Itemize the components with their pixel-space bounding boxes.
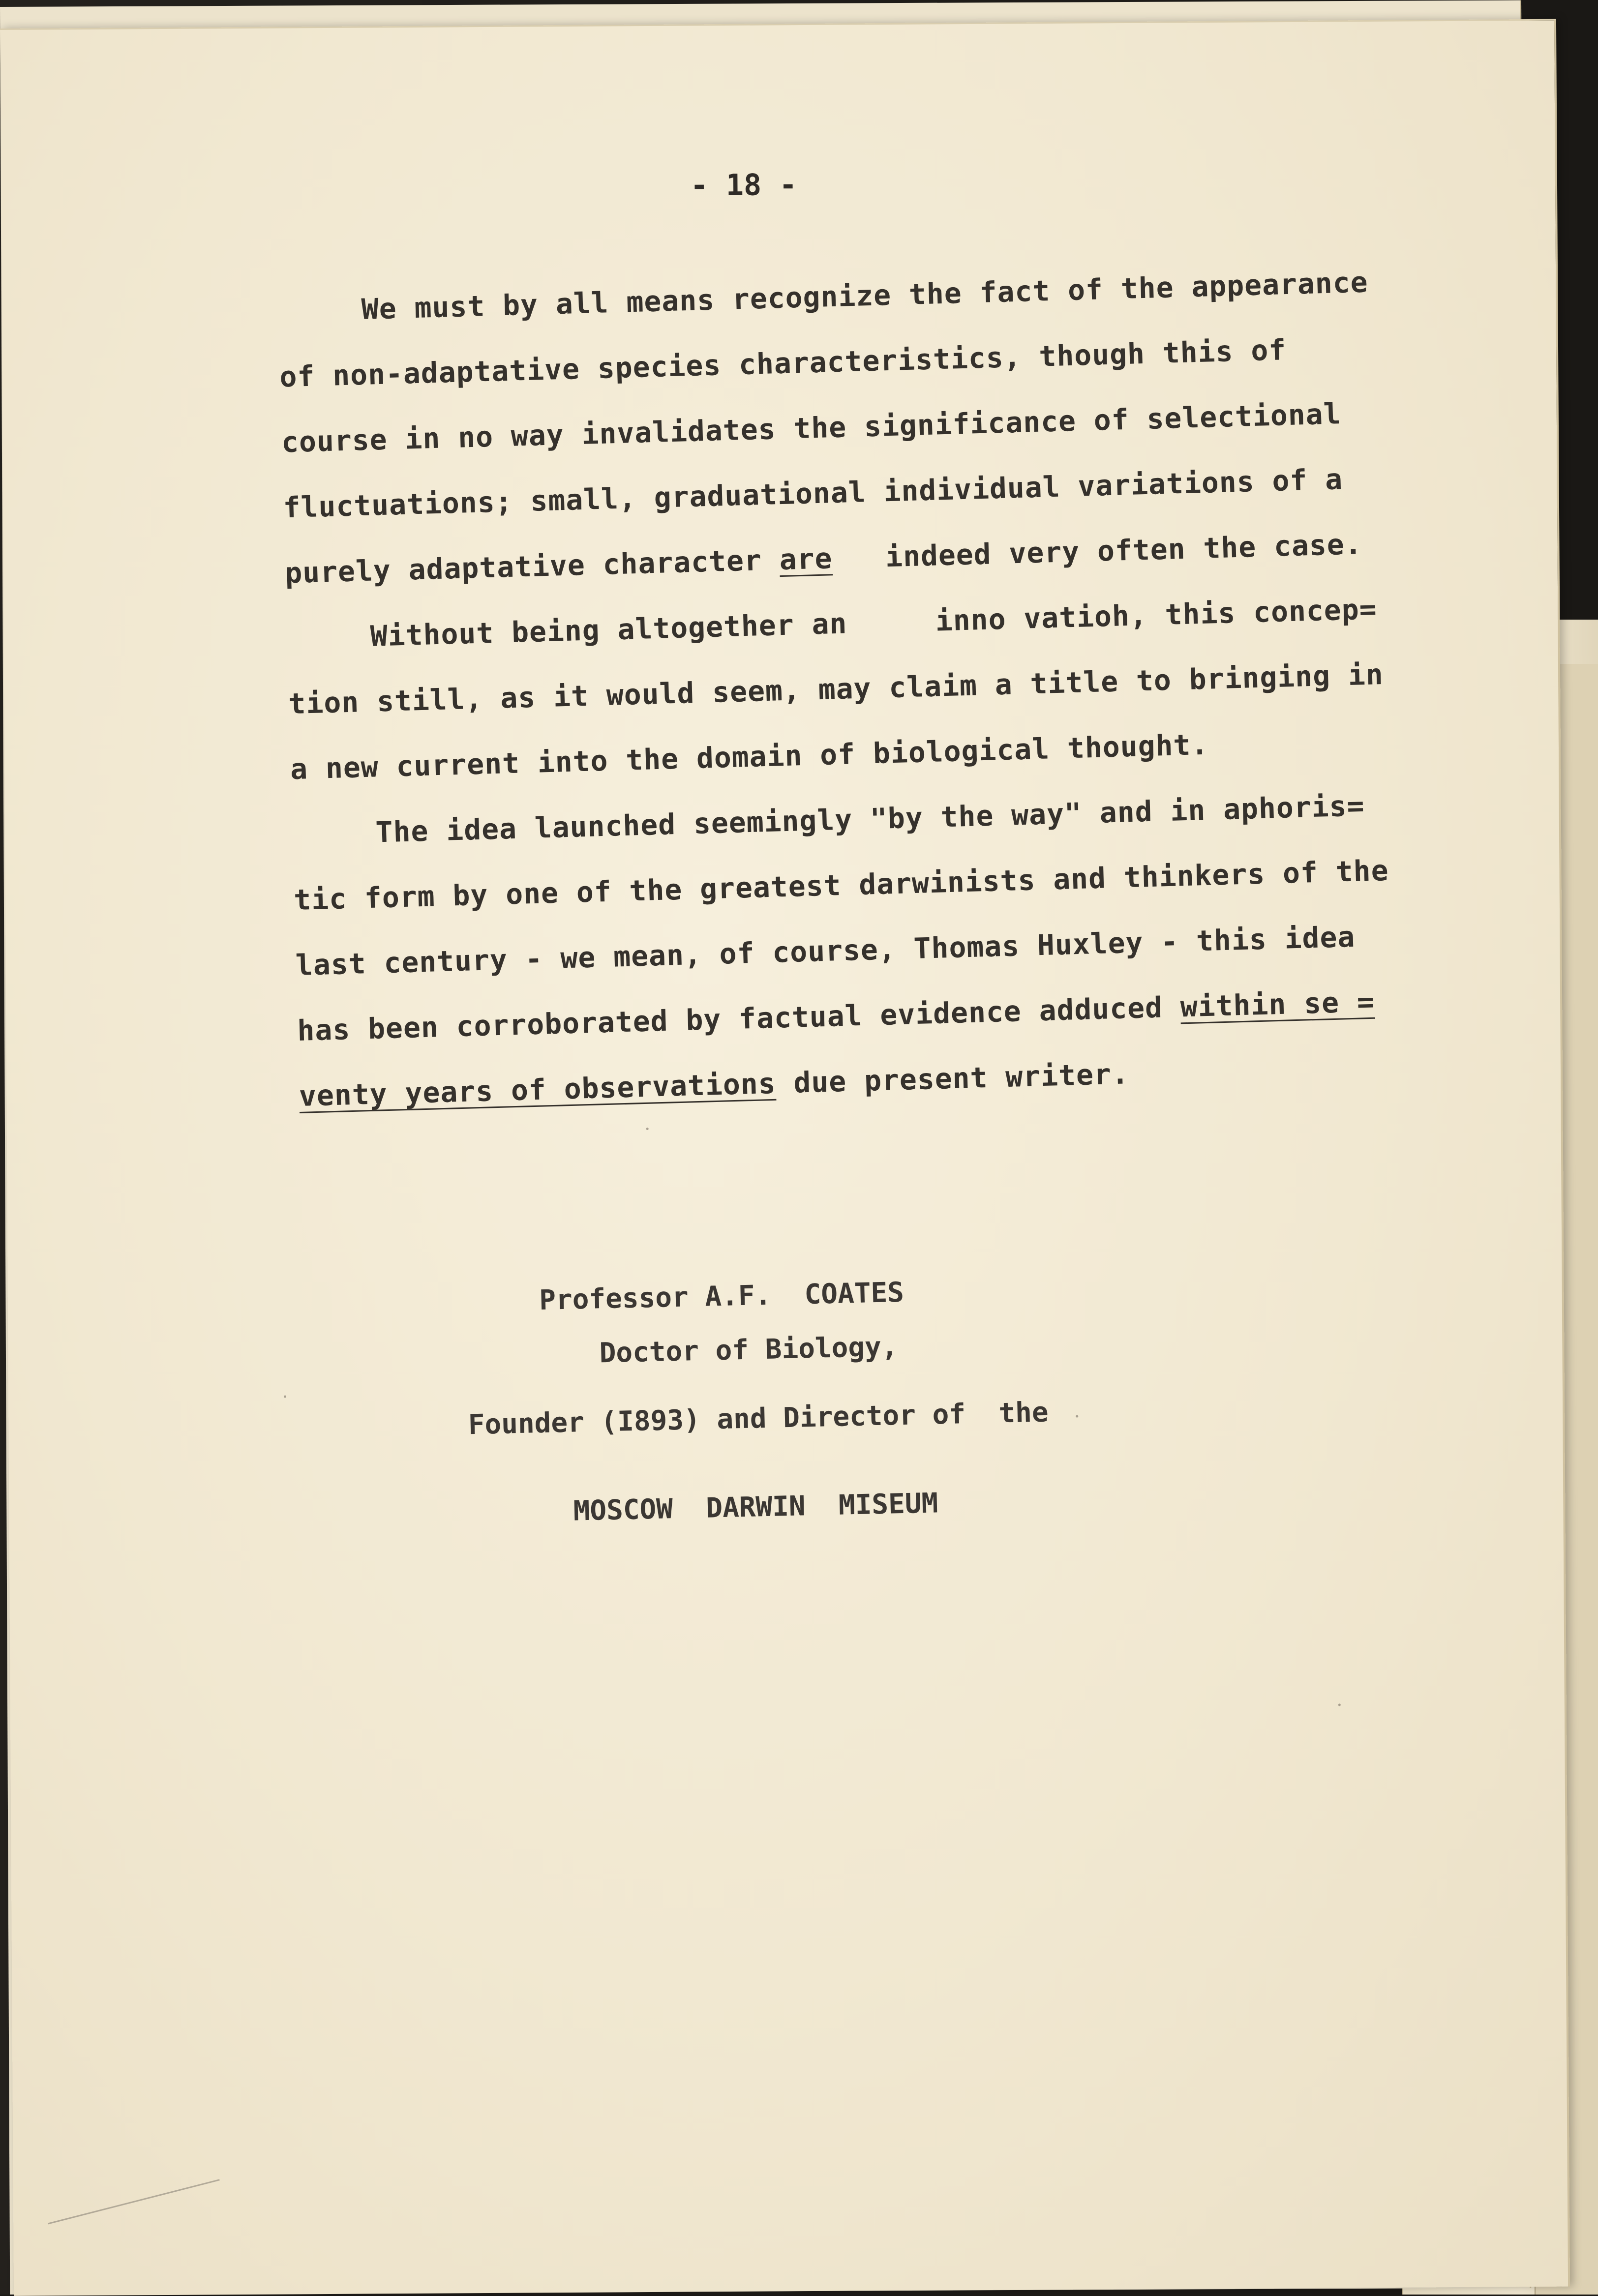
- signature-name: Professor A.F. COATES: [539, 1276, 905, 1316]
- paragraph-1-line-2: of non-adaptative species characteristics, though this of: [279, 333, 1287, 394]
- signature-block: [465, 1270, 1203, 1527]
- signature-role: Founder (I893) and Director of the: [468, 1396, 1049, 1441]
- paragraph-2-line-3: a new current into the domain of biological thought.: [290, 727, 1209, 786]
- underlined-phrase-years-of-observations: venty years of observations: [299, 1066, 777, 1113]
- paragraph-2-line-1: Without being altogether an inno vatioh, this concep=: [369, 592, 1378, 653]
- paragraph-1-line-3: course in no way invalidates the significance of selectional: [281, 397, 1342, 459]
- paper-speck: [1338, 1703, 1341, 1706]
- paragraph-3-line-3: last century - we mean, of course, Thomas Huxley - this idea: [295, 920, 1356, 983]
- paragraph-2-line-2: tion still, as it would seem, may claim a title to bringing in: [288, 657, 1384, 721]
- paragraph-3-line-1: The idea launched seemingly "by the way" and in aphoris=: [375, 789, 1365, 849]
- underlined-phrase-within-seventy: within se =: [1179, 984, 1375, 1024]
- signature-institution: MOSCOW DARWIN MISEUM: [573, 1487, 938, 1527]
- paragraph-1-line-5-start: purely adaptative character: [284, 543, 762, 590]
- pencil-mark: [48, 2179, 220, 2224]
- paragraph-3-line-2: tic form by one of the greatest darwinists and thinkers of the: [293, 853, 1389, 917]
- paper-speck: [646, 1128, 649, 1130]
- paper-speck: [1076, 1415, 1078, 1418]
- typewritten-page: [0, 19, 1570, 2296]
- paragraph-1-line-1: We must by all means recognize the fact of the appearance: [361, 265, 1369, 326]
- signature-degree: Doctor of Biology,: [599, 1331, 899, 1370]
- paragraph-1-line-5-end: indeed very often the case.: [885, 527, 1363, 574]
- page-number: - 18 -: [690, 168, 797, 203]
- paragraph-3-line-4-start: has been corroborated by factual evidence adduced: [297, 990, 1163, 1047]
- underlined-word-are: are: [779, 541, 833, 577]
- body-text: [277, 246, 1509, 1129]
- paragraph-3-line-5-end: due present writer.: [793, 1057, 1130, 1100]
- paragraph-1-line-4: fluctuations; small, graduational individual variations of a: [282, 462, 1343, 525]
- paper-speck: [284, 1395, 286, 1398]
